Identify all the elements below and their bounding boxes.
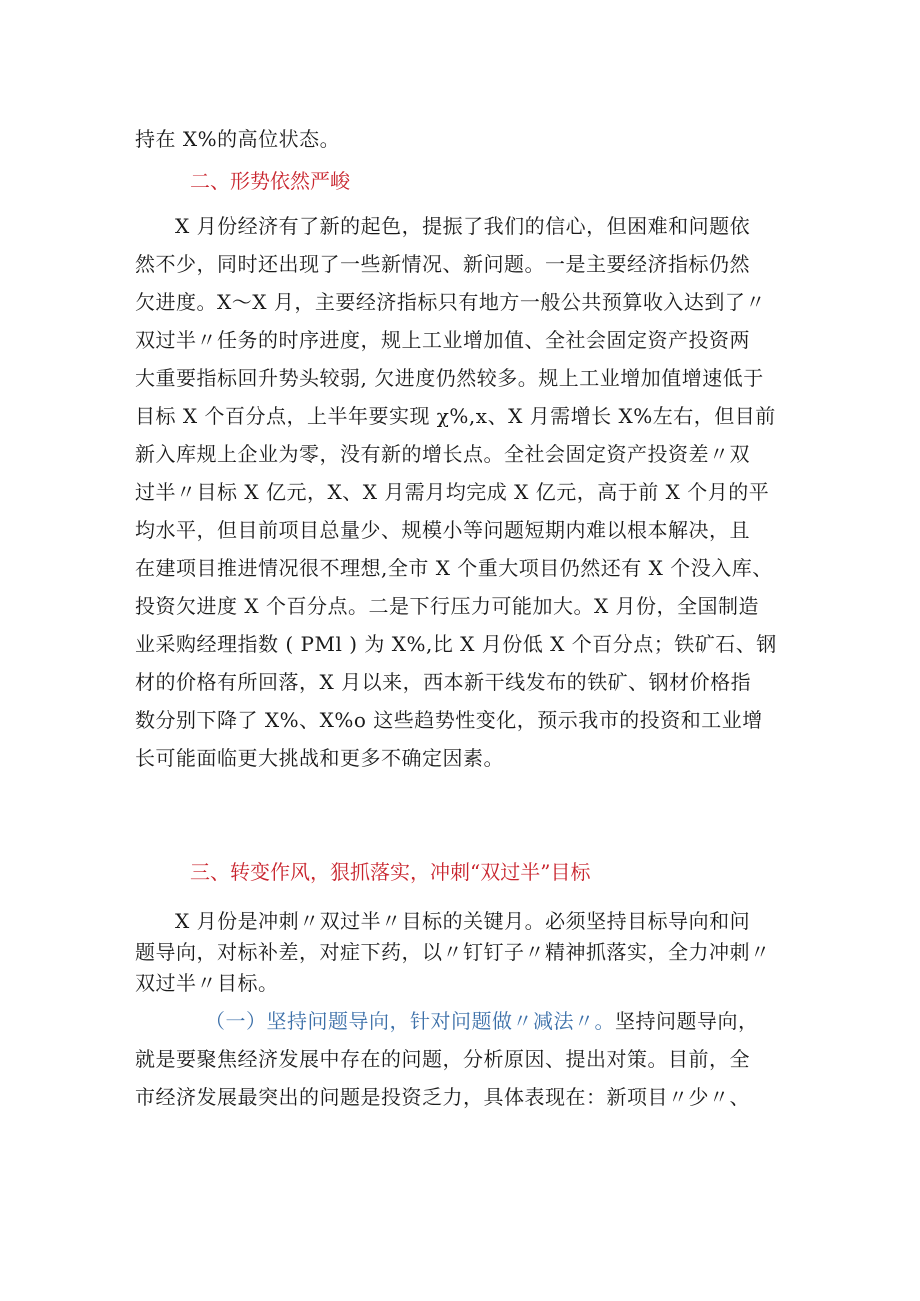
text-line: X 月份经济有了新的起色，提振了我们的信心，但困难和问题依 (175, 214, 751, 238)
text-line: 均水平，但目前项目总量少、规模小等问题短期内难以根本解决，且 (135, 518, 750, 542)
text-line (135, 1002, 795, 1040)
text-line: 长可能面临更大挑战和更多不确定因素。 (135, 746, 504, 770)
section-heading-2: 二、形势依然严峻 (190, 169, 350, 193)
text-line: 投资欠进度 X 个百分点。二是下行压力可能加大。X 月份，全国制造 (135, 594, 760, 618)
paragraph-continuation (135, 120, 795, 158)
paragraph-situation (135, 207, 795, 777)
subheading-continuation: 坚持问题导向， (615, 1009, 759, 1033)
text-line: 新入库规上企业为零，没有新的增长点。全社会固定资产投资差〃双 (135, 442, 750, 466)
section-heading-3: 三、转变作风，狠抓落实，冲刺“双过半”目标 (190, 860, 591, 884)
paragraph-problem-orientation (135, 1002, 795, 1116)
text-line: 大重要指标回升势头较弱, 欠进度仍然较多。规上工业增加值增速低于 (135, 366, 764, 390)
text-line: 目标 X 个百分点，上半年要实现 χ%,x、X 月需增长 X%左右，但目前 (135, 404, 776, 428)
text-line: 材的价格有所回落，X 月以来，西本新干线发布的铁矿、钢材价格指 (135, 670, 752, 694)
text-line: 业采购经理指数 ( PMl ) 为 X%,比 X 月份低 X 个百分点；铁矿石、钢 (135, 632, 777, 656)
text-line: 市经济发展最突出的问题是投资乏力，具体表现在：新项目〃少〃、 (135, 1085, 750, 1109)
text-line: 持在 X%的高位状态。 (135, 127, 341, 151)
text-line: 过半〃目标 X 亿元，X、X 月需月均完成 X 亿元，高于前 X 个月的平 (135, 480, 770, 504)
subheading-problem-orientation: （一）坚持问题导向，针对问题做〃减法〃。 (205, 1009, 615, 1033)
text-line: 双过半〃任务的时序进度，规上工业增加值、全社会固定资产投资两 (135, 328, 750, 352)
text-line: 欠进度。X〜X 月，主要经济指标只有地方一般公共预算收入达到了〃 (135, 290, 766, 314)
text-line: 就是要聚焦经济发展中存在的问题，分析原因、提出对策。目前，全 (135, 1047, 750, 1071)
paragraph-sprint-goal (135, 906, 795, 999)
text-line: X 月份是冲刺〃双过半〃目标的关键月。必须坚持目标导向和问 (175, 909, 751, 933)
text-line: 在建项目推进情况很不理想,全市 X 个重大项目仍然还有 X 个没入库、 (135, 556, 773, 580)
text-line: 双过半〃目标。 (135, 971, 279, 995)
text-line: 数分别下降了 X%、X%o 这些趋势性变化，预示我市的投资和工业增 (135, 708, 763, 732)
text-line: 然不少，同时还出现了一些新情况、新问题。一是主要经济指标仍然 (135, 252, 750, 276)
text-line: 题导向，对标补差，对症下药，以〃钉钉子〃精神抓落实，全力冲刺〃 (135, 940, 771, 964)
